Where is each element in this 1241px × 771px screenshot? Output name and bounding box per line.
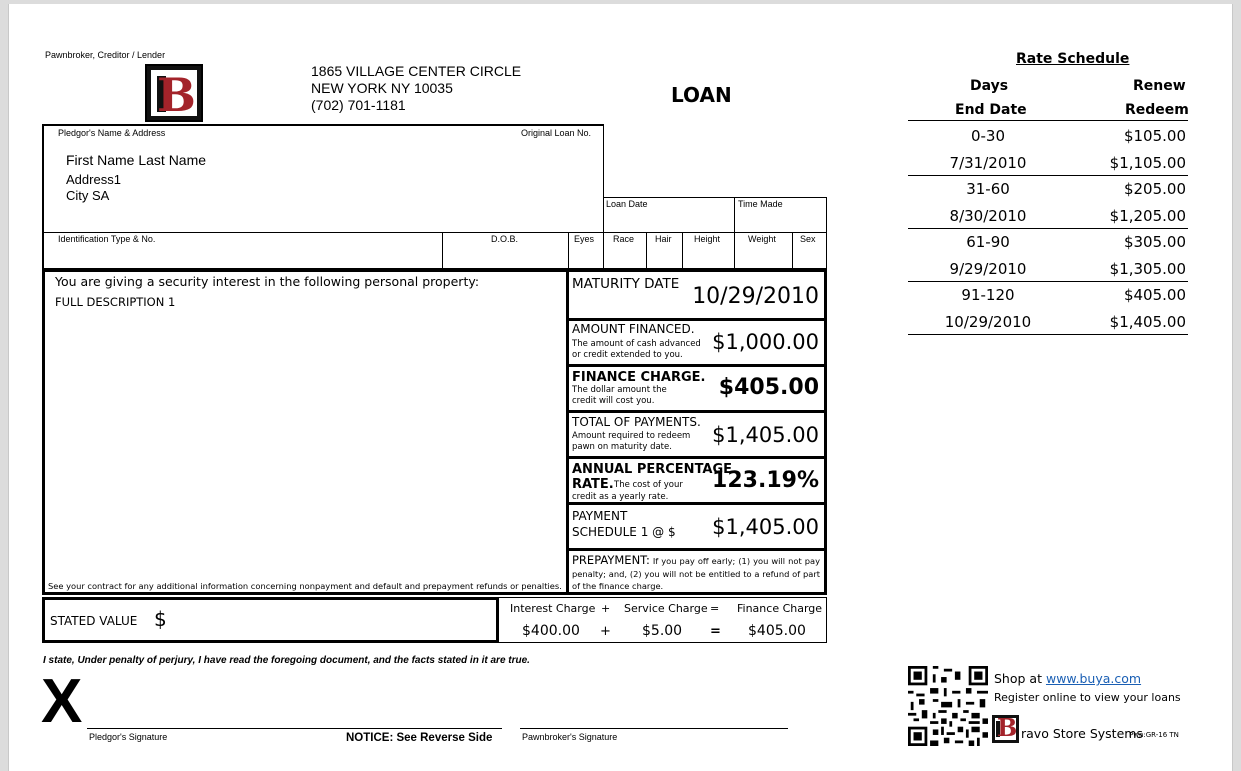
finance-charge-desc-1: The dollar amount the	[572, 385, 667, 395]
shop-at-label: Shop at	[994, 671, 1042, 686]
service-charge-label: Service Charge	[624, 602, 708, 615]
rate-schedule-amount: $305.00	[1123, 233, 1186, 251]
rate-schedule-amount: $1,205.00	[1109, 206, 1186, 225]
qr-code-icon	[908, 666, 988, 746]
rate-schedule-days-header: Days	[970, 78, 1009, 94]
finance-charge-label: FINANCE CHARGE.	[572, 370, 706, 385]
amount-financed-desc-2: or credit extended to you.	[572, 350, 683, 360]
property-intro: You are giving a security interest in the following personal property:	[55, 274, 480, 289]
rate-schedule-period: 91-120	[961, 286, 1015, 304]
height-label: Height	[694, 234, 721, 244]
notice-reverse-side: NOTICE: See Reverse Side	[346, 732, 493, 744]
pledgor-signature-line[interactable]	[87, 728, 502, 729]
dob-label: D.O.B.	[491, 234, 519, 244]
loan-date-label: Loan Date	[606, 199, 648, 209]
pledgor-city: City SA	[66, 188, 110, 203]
apr-value: 123.19%	[712, 468, 819, 493]
document-title: LOAN	[671, 83, 732, 107]
rate-schedule-amount: $1,105.00	[1109, 153, 1186, 172]
address-line1: 1865 VILLAGE CENTER CIRCLE	[311, 63, 522, 79]
total-payments-desc-1: Amount required to redeem	[572, 431, 691, 441]
signature-x-mark: X	[41, 667, 83, 736]
finance-charge-total-value: $405.00	[748, 623, 806, 639]
payment-schedule-label-1: PAYMENT	[572, 509, 628, 523]
rate-schedule-row	[908, 123, 1188, 149]
rate-schedule-amount: $205.00	[1123, 180, 1186, 198]
plus-sign-1: +	[601, 602, 611, 615]
pawnbroker-signature-line[interactable]	[520, 728, 788, 729]
form-code: Pwn:GR-16 TN	[1129, 731, 1179, 739]
eyes-label: Eyes	[574, 234, 595, 244]
rate-schedule-renew-header: Renew	[1133, 78, 1186, 94]
amount-financed-desc	[572, 339, 701, 361]
amount-financed-desc-1: The amount of cash advanced	[572, 339, 701, 349]
lender-label: Pawnbroker, Creditor / Lender	[45, 50, 166, 60]
prepayment-text	[572, 554, 820, 593]
rate-schedule-row	[908, 309, 1188, 335]
rate-schedule-row	[908, 229, 1188, 255]
sex-label: Sex	[800, 234, 816, 244]
equals-sign-1: =	[710, 602, 720, 615]
rate-schedule-period: 0-30	[970, 127, 1006, 145]
shop-at-line	[994, 671, 1141, 686]
finance-charge-desc-2: credit will cost you.	[572, 396, 655, 406]
pledgor-signature-label: Pledgor's Signature	[89, 732, 168, 742]
finance-charge-value: $405.00	[718, 375, 819, 400]
rate-schedule-amount: $1,305.00	[1109, 259, 1186, 278]
apr-desc-2: credit as a yearly rate.	[572, 492, 669, 502]
rate-schedule-amount: $1,405.00	[1109, 312, 1186, 331]
amount-financed-label: AMOUNT FINANCED.	[572, 322, 695, 336]
total-payments-label: TOTAL OF PAYMENTS.	[572, 415, 701, 429]
total-payments-desc	[572, 431, 690, 453]
bravo-logo-icon: B	[992, 715, 1019, 743]
pledgor-box	[42, 124, 604, 233]
service-charge-value: $5.00	[642, 623, 683, 639]
finance-charge-total-label: Finance Charge	[737, 602, 823, 615]
amount-financed-value: $1,000.00	[712, 330, 819, 354]
prepayment-label: PREPAYMENT:	[572, 553, 650, 567]
apr-desc-1: The cost of your	[614, 480, 683, 490]
rate-schedule-row	[908, 150, 1188, 176]
payment-schedule-value: $1,405.00	[712, 515, 819, 539]
prepayment-body: If you pay off early; (1) you will not pay penalty; and, (2) you will not be entitled to a refund of part of the finance charge.	[572, 556, 821, 591]
apr-label-1: ANNUAL PERCENTAGE	[572, 462, 733, 477]
hair-label: Hair	[655, 234, 672, 244]
lender-address	[311, 63, 521, 114]
rate-schedule-period: 8/30/2010	[949, 206, 1027, 225]
rate-schedule-row	[908, 176, 1188, 202]
finance-charge-desc	[572, 385, 667, 407]
rate-schedule-period: 31-60	[966, 180, 1010, 198]
maturity-date-label: MATURITY DATE	[572, 276, 680, 292]
apr-label-2: RATE.	[572, 477, 614, 492]
rate-schedule-amount: $405.00	[1123, 286, 1186, 304]
register-online-text: Register online to view your loans	[994, 691, 1181, 704]
rate-schedule-redeem-header: Redeem	[1125, 102, 1189, 118]
rate-schedule-row	[908, 256, 1188, 282]
equals-sign-2: =	[710, 624, 721, 639]
pledgor-address1: Address1	[66, 172, 121, 187]
rate-schedule-period: 9/29/2010	[949, 259, 1027, 278]
rate-schedule-amount: $105.00	[1123, 127, 1186, 145]
address-line2: NEW YORK NY 10035	[311, 80, 453, 96]
time-made-label: Time Made	[738, 199, 783, 209]
property-box	[42, 269, 569, 595]
bravo-brand-text: ravo Store Systems	[1021, 726, 1143, 741]
rate-schedule-enddate-header: End Date	[955, 102, 1027, 118]
total-payments-value: $1,405.00	[712, 423, 819, 447]
race-label: Race	[613, 234, 635, 244]
rate-schedule-row	[908, 282, 1188, 308]
lender-logo: B	[145, 64, 203, 122]
buya-link[interactable]: www.buya.com	[1045, 671, 1142, 686]
rate-schedule-period: 10/29/2010	[944, 312, 1032, 331]
perjury-attestation: I state, Under penalty of perjury, I have read the foregoing document, and the facts stated in it are true.	[43, 655, 530, 666]
interest-charge-label: Interest Charge	[510, 602, 596, 615]
pawnbroker-signature-label: Pawnbroker's Signature	[522, 732, 618, 742]
payment-schedule-label-2: SCHEDULE 1 @ $	[572, 525, 676, 539]
lender-phone: (702) 701-1181	[311, 97, 406, 113]
interest-charge-value: $400.00	[522, 623, 580, 639]
id-type-label: Identification Type & No.	[58, 234, 156, 244]
stated-value-label: STATED VALUE	[50, 614, 138, 628]
rate-schedule-title: Rate Schedule	[1016, 51, 1130, 67]
original-loan-label: Original Loan No.	[521, 128, 592, 138]
maturity-date-value: 10/29/2010	[692, 284, 819, 309]
rate-schedule-period: 7/31/2010	[949, 153, 1027, 172]
pledgor-name: First Name Last Name	[66, 152, 207, 168]
total-payments-desc-2: pawn on maturity date.	[572, 442, 672, 452]
property-footer-note: See your contract for any additional information concerning nonpayment and default and prepayment refunds or penalties.	[48, 581, 562, 591]
plus-sign-2: +	[600, 624, 611, 639]
stated-value-symbol: $	[154, 607, 167, 631]
rate-schedule-period: 61-90	[966, 233, 1010, 251]
property-description: FULL DESCRIPTION 1	[55, 295, 176, 309]
weight-label: Weight	[748, 234, 776, 244]
rate-schedule-row	[908, 203, 1188, 229]
pledgor-label: Pledgor's Name & Address	[58, 128, 166, 138]
